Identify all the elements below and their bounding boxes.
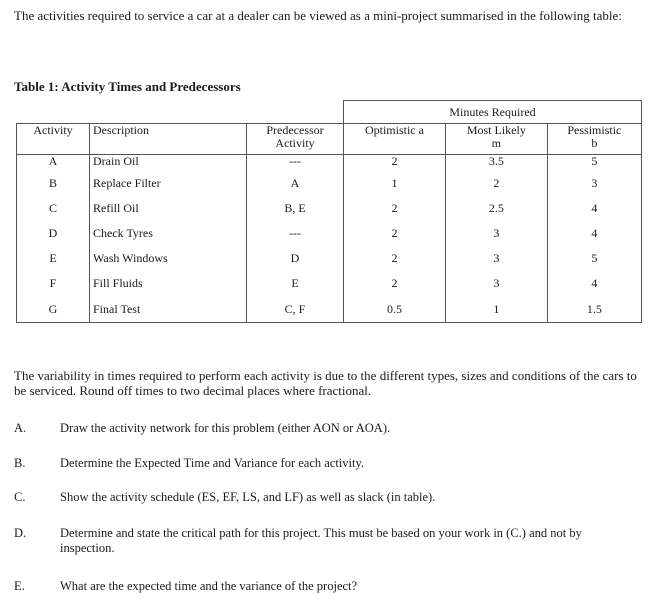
cell-description: Refill Oil	[90, 196, 247, 221]
question-text: What are the expected time and the variance of the project?	[60, 579, 358, 593]
cell-activity: D	[17, 221, 90, 246]
cell-description: Check Tyres	[90, 221, 247, 246]
header-pessimistic-sub: b	[591, 136, 598, 150]
cell-activity: F	[17, 271, 90, 296]
cell-most-likely: 2	[445, 171, 547, 196]
cell-most-likely: 3.5	[445, 155, 547, 172]
cell-optimistic: 2	[344, 155, 446, 172]
header-optimistic: Optimistic a	[344, 124, 446, 155]
table-row	[17, 271, 642, 296]
cell-most-likely: 3	[445, 271, 547, 296]
cell-most-likely: 3	[445, 221, 547, 246]
table-header-blank	[17, 101, 344, 124]
cell-predecessor: ---	[247, 155, 344, 172]
question-letter: A.	[14, 421, 27, 435]
cell-pessimistic: 5	[547, 155, 641, 172]
header-activity: Activity	[17, 124, 90, 155]
cell-description: Fill Fluids	[90, 271, 247, 296]
cell-predecessor: A	[247, 171, 344, 196]
cell-description: Replace Filter	[90, 171, 247, 196]
table-row	[17, 246, 642, 271]
cell-optimistic: 2	[344, 196, 446, 221]
cell-pessimistic: 3	[547, 171, 641, 196]
question-letter: B.	[14, 456, 26, 470]
cell-description: Final Test	[90, 296, 247, 323]
header-description: Description	[90, 124, 247, 155]
cell-optimistic: 2	[344, 271, 446, 296]
cell-description: Wash Windows	[90, 246, 247, 271]
header-predecessor: Predecessor Activity	[247, 124, 344, 155]
cell-most-likely: 1	[445, 296, 547, 323]
cell-activity: G	[17, 296, 90, 323]
question-text: Show the activity schedule (ES, EF, LS, and LF) as well as slack (in table).	[60, 490, 436, 504]
header-pessimistic-label: Pessimistic	[567, 123, 622, 137]
cell-pessimistic: 1.5	[547, 296, 641, 323]
cell-pessimistic: 4	[547, 196, 641, 221]
cell-activity: B	[17, 171, 90, 196]
cell-pessimistic: 4	[547, 271, 641, 296]
cell-predecessor: E	[247, 271, 344, 296]
cell-description: Drain Oil	[90, 155, 247, 172]
cell-optimistic: 2	[344, 221, 446, 246]
cell-most-likely: 3	[445, 246, 547, 271]
table-row	[17, 171, 642, 196]
variability-paragraph: The variability in times required to perform each activity is due to the different types, sizes and conditions of the cars to be serviced. Round off times to two decimal places where fractional.	[14, 368, 637, 398]
intro-text: The activities required to service a car at a dealer can be viewed as a mini-project summarised in the following table:	[14, 8, 622, 23]
question-letter: C.	[14, 490, 26, 504]
question-letter: D.	[14, 526, 27, 540]
cell-pessimistic: 5	[547, 246, 641, 271]
cell-predecessor: B, E	[247, 196, 344, 221]
table-row	[17, 221, 642, 246]
table-row	[17, 196, 642, 221]
cell-pessimistic: 4	[547, 221, 641, 246]
cell-optimistic: 1	[344, 171, 446, 196]
table-title: Table 1: Activity Times and Predecessors	[14, 79, 241, 94]
activity-table	[16, 100, 642, 323]
cell-optimistic: 2	[344, 246, 446, 271]
cell-predecessor: ---	[247, 221, 344, 246]
cell-activity: A	[17, 155, 90, 172]
header-pessimistic	[547, 124, 641, 155]
cell-optimistic: 0.5	[344, 296, 446, 323]
header-most-likely-sub: m	[491, 136, 501, 150]
question-text: Draw the activity network for this problem (either AON or AOA).	[60, 421, 391, 435]
cell-predecessor: D	[247, 246, 344, 271]
table-row	[17, 296, 642, 323]
header-most-likely	[445, 124, 547, 155]
header-most-likely-label: Most Likely	[466, 123, 526, 137]
cell-activity: C	[17, 196, 90, 221]
header-minutes-required: Minutes Required	[344, 101, 642, 124]
question-letter: E.	[14, 579, 25, 593]
question-text: Determine and state the critical path for this project. This must be based on your work in (C.) and not by inspection.	[60, 526, 582, 555]
table-row	[17, 155, 642, 172]
cell-activity: E	[17, 246, 90, 271]
cell-most-likely: 2.5	[445, 196, 547, 221]
question-text: Determine the Expected Time and Variance for each activity.	[60, 456, 365, 470]
cell-predecessor: C, F	[247, 296, 344, 323]
